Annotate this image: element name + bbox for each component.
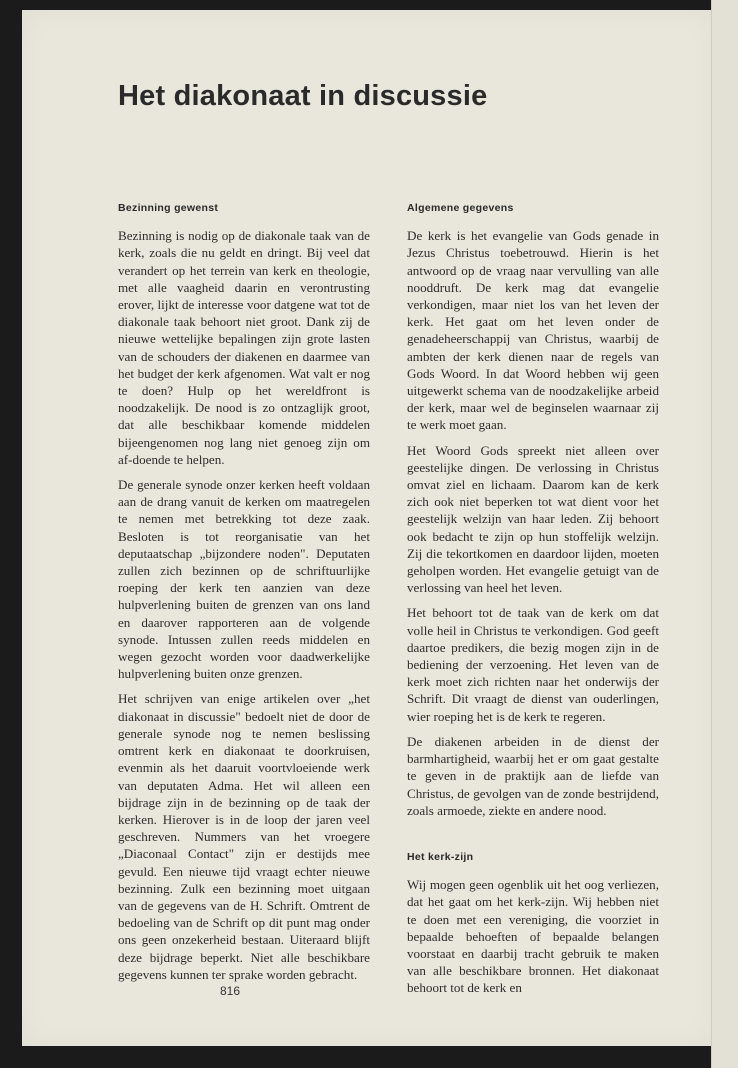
page-edge [711,0,738,1068]
paragraph: Bezinning is nodig op de diakonale taak van de kerk, zoals die nu geldt en dringt. Bij veel dat verandert op het terrein van kerk en theologie, met alle vaagheid daarin en verontrusting erover, lijkt de interesse voor datgene wat tot de diakonale taak behoort niet groot. Dank zij de nieuwe wettelijke bepalingen zijn grote lasten van de schouders der diakenen en daarmee van het budget der kerk afgenomen. Wat valt er nog te doen? Hulp op het wereldfront is noodzakelijk. De nood is zo ontzaglijk groot, dat alle beschikbaar komende middelen bijeengenomen nog lang niet genoeg zijn om af-doende te helpen. [118,228,370,467]
section-heading-kerk-zijn: Het kerk-zijn [407,850,474,863]
paragraph: Wij mogen geen ogenblik uit het oog verliezen, dat het gaat om het kerk-zijn. Wij hebben niet te doen met een vereniging, die voorziet in bepaalde behoeften of bepaalde belangen voorstaat en daarbij tracht gebruik te maken van alle beschikbare bronnen. Het diakonaat behoort tot de kerk en [407,877,659,996]
paragraph: Het schrijven van enige artikelen over „het diakonaat in discussie" bedoelt niet de door de generale synode nog te nemen beslissing omtrent kerk en diakonaat te doorkruisen, evenmin als het daaruit voortvloeiende werk van deputaten Adma. Het wil alleen een bijdrage zijn in de bezinning op de taak der kerken. Hierover is in de loop der jaren veel geschreven. Nummers van het vroegere „Diaconaal Contact" zijn er destijds mee gevuld. Een nieuwe tijd vraagt echter nieuwe bezinning. Zulk een bezinning moet uitgaan van de gegevens van de H. Schrift. Omtrent de bedoeling van de Schrift op dit punt mag onder ons geen onzekerheid bestaan. Uiteraard blijft deze bijdrage beperkt. Niet alle beschikbare gegevens kunnen ter sprake worden gebracht. [118,691,370,982]
section-heading-algemene-gegevens: Algemene gegevens [407,202,514,214]
right-column [407,200,659,1005]
paragraph: De generale synode onzer kerken heeft voldaan aan de drang vanuit de kerken om maatregelen te nemen met betrekking tot deze zaak. Besloten is tot reorganisatie van het deputaatschap „bijzondere noden". Deputaten zullen zich bezinnen op de schriftuurlijke roeping der kerk ten aanzien van deze hulpverlening buiten de grenzen van ons land en daarover rapporteren aan de volgende synode. Intussen zullen reeds middelen en wegen gezocht worden voor daadwerkelijke hulpverlening buiten onze grenzen. [118,477,370,682]
page-number: 816 [220,984,241,998]
magazine-page [22,10,714,1046]
left-column [118,200,370,991]
section-heading-bezinning: Bezinning gewenst [118,202,219,214]
paragraph: De diakenen arbeiden in de dienst der barmhartigheid, waarbij het er om gaat gestalte te geven in de praktijk aan de liefde van Christus, de gevolgen van de zonde bestrijdend, zoals armoede, ziekte en andere nood. [407,733,659,818]
paragraph: Het behoort tot de taak van de kerk om dat volle heil in Christus te verkondigen. God geeft daartoe predikers, die bezig mogen zijn in de bediening der verzoening. Het leven van de kerk moet zich richten naar het onderwijs der Schrift. Dit vraagt de dienst van ouderlingen, wier roeping het is de kerk te regeren. [407,605,659,724]
paragraph: Het Woord Gods spreekt niet alleen over geestelijke dingen. De verlossing in Christus omvat ziel en lichaam. Daarom kan de kerk zich ook niet beperken tot wat dient voor het geestelijk welzijn van haar leden. Zij behoort ook bedacht te zijn op hun stoffelijk welzijn. Zij die tekortkomen en daardoor lijden, moeten geholpen worden. Het evangelie getuigt van de verlossing van heel het leven. [407,442,659,596]
page-title: Het diakonaat in discussie [118,80,488,112]
paragraph: De kerk is het evangelie van Gods genade in Jezus Christus toebetrouwd. Hierin is het antwoord op de vraag naar vervulling van alle nooddruft. De kerk mag dat evangelie verkondigen, maar niet los van het leven der kerk. Het gaat om het leven onder de genadeheerschappij van Christus, waarbij de ambten der kerk dienen naar de regels van Gods Woord. In dat Woord hebben wij geen uitgewerkt schema van de noodzakelijke arbeid der kerk, maar wel de beginselen waarnaar zij te werk moet gaan. [407,228,659,433]
